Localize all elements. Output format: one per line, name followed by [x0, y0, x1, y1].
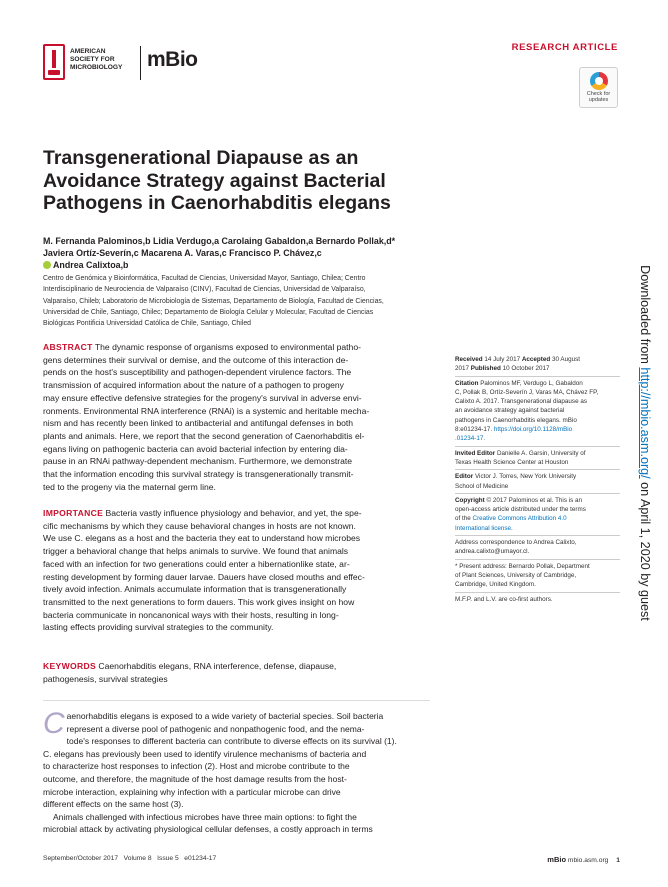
abstract-line: pends on the host's susceptibility and pathogen-dependent virulence factors. The [43, 367, 352, 378]
license-link[interactable]: International license [455, 524, 512, 532]
logo-divider [140, 46, 141, 80]
abstract-line: that the information encoding this survival strategy is transgenerationally transmit- [43, 469, 354, 480]
title-line: Avoidance Strategy against Bacterial [43, 169, 386, 192]
site-url[interactable]: mbio.asm.org [567, 857, 609, 864]
abstract-line: pause in an RNAi pathway-dependent mechanism. Furthermore, we demonstrate [43, 456, 353, 467]
sidebar-divider [455, 376, 620, 377]
body-line: to characterize host responses to infection (2). Host and microbe contribute to the [43, 761, 350, 772]
cofirst-note: M.F.P. and L.V. are co-first authors. [455, 595, 553, 603]
issue-info: September/October 2017 Volume 8 Issue 5 e01234-17 [43, 855, 217, 862]
download-watermark: Downloaded from http://mbio.asm.org/ on April 1, 2020 by guest [638, 265, 652, 621]
importance-line: resting development by forming dauer larvae. Dauers have closed mouths and effec- [43, 571, 365, 582]
body-line: outcome, and therefore, the magnitude of the host damage results from the host- [43, 773, 347, 784]
body-line: different effects on the same host (3). [43, 799, 184, 810]
affiliation-line: Biológicas Pontificia Universidad Católica de Chile, Santiago, Chiled [43, 320, 251, 328]
importance-line: We use C. elegans as a host and the bacteria they eat to understand how microbes [43, 533, 361, 544]
sidebar-divider [455, 592, 620, 593]
importance-line: transmitted to the next generations to form dauers. This work gives insight on how [43, 596, 355, 607]
sidebar-divider [455, 559, 620, 560]
importance-label: IMPORTANCE [43, 508, 104, 518]
importance-section [43, 507, 429, 634]
drop-cap: C [43, 707, 65, 740]
doi-link[interactable]: .01234-17. [455, 435, 486, 443]
affiliation-line: Valparaíso, Chileb; Laboratorio de Microbiología de Sistemas, Departamento de Biología, Facultad de Ciencias, [43, 297, 384, 305]
importance-line: IMPORTANCE Bacteria vastly influence physiology and behavior, and yet, the spe- [43, 508, 362, 518]
sidebar-divider [455, 493, 620, 494]
abstract-line: nism and has recently been linked to antibacterial and antifungal defenses in both [43, 418, 354, 429]
author-line: Javiera Ortíz-Severín,c Macarena A. Varas,c Francisco P. Chávez,c [43, 247, 322, 258]
keywords-section [43, 660, 429, 685]
keywords-line: KEYWORDS Caenorhabditis elegans, RNA interference, defense, diapause, [43, 661, 337, 671]
abstract-line: egans living on pathogenic bacteria can avoid bacterial infection by entering dia- [43, 443, 348, 454]
abstract-line: transmission of acquired information about the nature of a pathogen to progeny [43, 380, 344, 391]
body-line: C. elegans has previously been used to identify virulence mechanisms of bacteria and [43, 748, 367, 759]
footer-right [547, 855, 620, 864]
affiliation-line: Centro de Genómica y Bioinformática, Facultad de Ciencias, Universidad Mayor, Santiago, Chilea; Centro [43, 275, 366, 282]
page-number: 1 [616, 857, 620, 864]
check-for-updates-button[interactable] [579, 67, 618, 108]
abstract-line: plants and animals. Here, we report that the second generation of Caenorhabditis el- [43, 430, 365, 441]
affiliations [43, 273, 423, 329]
journal-logo [43, 44, 198, 82]
importance-line: lasting effects providing survival strategies to the community. [43, 622, 274, 633]
editor-block: Editor Victor J. Torres, New York University School of Medicine [455, 473, 577, 490]
abstract-line: ted to the progeny via the maternal germ line. [43, 481, 216, 492]
abstract-line: gens determines their survival or demise, and the outcome of this interaction de- [43, 354, 349, 365]
crossmark-icon [590, 72, 608, 90]
citation-block: Citation Palominos MF, Verdugo L, Gabaldon C, Pollak B, Ortíz-Severín J, Varas MA, Chávez FP, Calixto A. 2017. Transgenerational diapause as an avoidance strategy against bacterial pathogens in Caenorhabditis elegans. mBio 8:e01234-17. https://doi.org/10.1128/mBio .01234-17. [455, 379, 620, 444]
section-divider [43, 700, 430, 701]
mbio-wordmark: mBio [147, 48, 198, 71]
orcid-icon[interactable] [43, 261, 51, 269]
body-line: microbe interaction, explaining why infection with a particular microbe can drive [43, 786, 341, 797]
author-line: Andrea Calixtoa,b [43, 260, 433, 272]
title-line: Pathogens in Caenorhabditis elegans [43, 192, 391, 214]
journal-site-link[interactable]: http://mbio.asm.org/ [638, 367, 652, 479]
page-footer [43, 855, 620, 867]
sidebar-divider [455, 469, 620, 470]
body-line: aenorhabditis elegans is exposed to a wide variety of bacterial species. Soil bacteria [66, 711, 384, 721]
present-address-block: * Present address: Bernardo Pollak, Department of Plant Sciences, University of Cambridge, Cambridge, United Kingdom. [455, 562, 590, 589]
article-info-sidebar [455, 355, 620, 606]
keywords-label: KEYWORDS [43, 661, 97, 671]
correspondence-block: Address correspondence to Andrea Calixto, andrea.calixto@umayor.cl. [455, 538, 620, 557]
abstract-line: ronments. Environmental RNA interference (RNAi) is a systemic and heritable mecha- [43, 405, 370, 416]
invited-editor-block: Invited Editor Danielle A. Garsin, University of Texas Health Science Center at Houston [455, 449, 586, 466]
importance-line: cific mechanisms by which they cause behavioral changes in hosts are not known. [43, 520, 356, 531]
abstract-line: may ensure effective defensive strategies for the progeny's survival in adverse envi- [43, 392, 362, 403]
importance-line: tively avoid infection. Animals accumulate information that is transgenerationally [43, 584, 347, 595]
copyright-block: Copyright © 2017 Palominos et al. This is an open-access article distributed under the terms of the Creative Commons Attribution 4.0 International license. [455, 496, 586, 532]
body-line: microbial attack by activating physiological cellular defenses, a costly approach in terms [43, 824, 373, 835]
mbio-mini-logo: mBio [547, 855, 567, 864]
title-line: Transgenerational Diapause as an [43, 147, 359, 169]
importance-line: faced with an infection for two generations could enter a hibernationlike state, ar- [43, 558, 350, 569]
sidebar-divider [455, 535, 620, 536]
author-line: M. Fernanda Palominos,b Lidia Verdugo,a Carolaing Gabaldon,a Bernardo Pollak,d* [43, 236, 396, 246]
affiliation-line: Interdisciplinario de Neurociencia de Valparaíso (CINV), Facultad de Ciencias, Universidad de Valparaíso, [43, 286, 366, 294]
article-type-label: RESEARCH ARTICLE [511, 42, 618, 53]
importance-line: bacteria communicate in noncanonical ways with their hosts, resulting in long- [43, 609, 339, 620]
abstract-line: ABSTRACT The dynamic response of organisms exposed to environmental patho- [43, 342, 361, 352]
license-link[interactable]: Creative Commons Attribution 4.0 [472, 515, 567, 523]
asm-wordmark: AMERICAN SOCIETY FOR MICROBIOLOGY [70, 48, 123, 71]
article-title [43, 147, 423, 215]
asm-microscope-icon [43, 44, 65, 80]
body-line: tode's responses to different bacteria can contribute to diverse effects on its survival (1). [66, 736, 397, 747]
doi-link[interactable]: https://doi.org/10.1128/mBio [493, 426, 573, 434]
affiliation-line: Universidad de Chile, Santiago, Chilec; Departamento de Biología Celular y Molecular, Facultad de Ciencias [43, 308, 374, 316]
body-text [43, 707, 430, 836]
body-line: Animals challenged with infectious microbes have three main options: to fight the [53, 811, 357, 822]
crossmark-label: Check for updates [586, 91, 611, 103]
abstract-section [43, 341, 429, 493]
author-list [43, 236, 433, 271]
importance-line: trigger a behavioral change that helps animals to survive. We found that animals [43, 546, 349, 557]
dates-block: Received 14 July 2017 Accepted 30 August 2017 Published 10 October 2017 [455, 356, 580, 373]
abstract-label: ABSTRACT [43, 342, 93, 352]
email-link[interactable]: andrea.calixto@umayor.cl. [455, 548, 530, 556]
keywords-line: pathogenesis, survival strategies [43, 673, 168, 684]
sidebar-divider [455, 446, 620, 447]
body-line: represent a diverse pool of pathogenic and nonpathogenic food, and the nema- [66, 723, 365, 734]
